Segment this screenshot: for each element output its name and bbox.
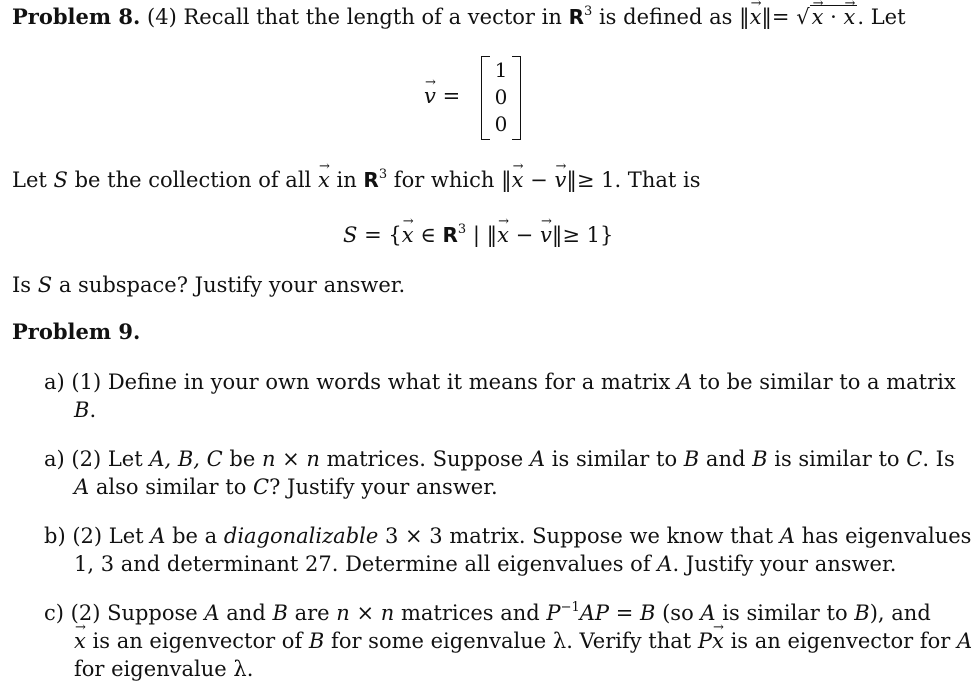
set-S: S	[53, 168, 68, 192]
let-word: Let	[12, 168, 47, 192]
vector-x: → x	[812, 6, 824, 28]
item-label: a)	[44, 370, 65, 394]
diagonalizable-term: diagonalizable	[223, 524, 379, 548]
for-which-text: for which	[393, 168, 495, 192]
problem-8-statement-line	[12, 3, 906, 31]
question-rest: a subspace? Justify your answer.	[58, 273, 406, 297]
vector-v-label	[424, 82, 460, 110]
real-space-symbol: R	[363, 168, 379, 192]
set-S: S	[343, 223, 358, 247]
vector-x: → x	[74, 627, 86, 655]
matrix-P: P	[546, 601, 561, 625]
question-is: Is	[12, 273, 32, 297]
problem-9-item-c-line2	[74, 627, 972, 655]
problem-9-item-a1-line1	[44, 368, 956, 396]
set-S-display	[343, 221, 613, 249]
matrix-entry: 0	[494, 112, 508, 136]
exponent: 3	[583, 4, 593, 19]
item-text: (so	[662, 601, 694, 625]
matrices-ABC: A, B, C	[149, 447, 223, 471]
item-text: . Is	[922, 447, 955, 471]
problem-9-item-b-line2	[74, 550, 896, 578]
collection-text: be the collection of all	[74, 168, 312, 192]
matrix-A: A	[657, 552, 673, 576]
item-text: is similar to	[774, 447, 900, 471]
item-text: for eigenvalue λ.	[74, 657, 254, 681]
problem-9-item-b-line1	[44, 522, 971, 550]
real-space-symbol: R	[568, 5, 584, 29]
problem-9-item-a1-line2	[74, 396, 96, 424]
minus-sign: −	[515, 223, 534, 247]
item-text: be a	[172, 524, 218, 548]
norm-left: ‖	[501, 168, 512, 192]
matrix-B: B	[683, 447, 700, 471]
exponent: 3	[378, 167, 388, 182]
item-text: matrices. Suppose	[326, 447, 524, 471]
item-text: to be similar to a matrix	[698, 370, 956, 394]
vector-v: → v	[540, 221, 552, 249]
set-S: S	[37, 273, 53, 297]
item-text: be	[229, 447, 256, 471]
element-of: ∈	[420, 223, 436, 247]
item-text: and	[705, 447, 746, 471]
matrix-A: A	[677, 370, 693, 394]
matrix-A: A	[204, 601, 220, 625]
item-text: is an eigenvector for	[730, 629, 951, 653]
item-label: b)	[44, 524, 66, 548]
norm-right-bar: ‖	[551, 223, 563, 247]
problem-9-heading: Problem 9.	[12, 319, 141, 344]
matrix-C: C	[906, 447, 923, 471]
vector-x: → x	[318, 166, 330, 194]
item-text: also similar to	[95, 475, 247, 499]
inverse-exponent: −1	[560, 600, 580, 615]
item-text: is similar to	[722, 601, 848, 625]
item-text: is an eigenvector of	[92, 629, 303, 653]
vector-x: → x	[497, 221, 509, 249]
norm-right-bar: ‖	[566, 168, 577, 192]
item-text: ? Justify your answer.	[269, 475, 498, 499]
equals-B: = B	[615, 601, 656, 625]
item-text: ), and	[869, 601, 931, 625]
vector-v-matrix	[481, 54, 521, 140]
set-definition-line	[12, 166, 700, 194]
vector-x: → x	[402, 221, 414, 249]
matrix-entry: 1	[494, 58, 508, 82]
item-label: a)	[44, 447, 65, 471]
matrix-AP: AP	[579, 601, 610, 625]
vector-v: → v	[424, 82, 436, 110]
problem-8-heading: Problem 8.	[12, 4, 141, 29]
problem-9-item-a2-line2	[74, 473, 498, 501]
matrix-A: A	[956, 629, 973, 653]
problem-9-item-c-line1	[44, 599, 931, 627]
vector-x: → x	[844, 6, 856, 28]
matrix-A: A	[150, 524, 166, 548]
item-text: is similar to	[551, 447, 678, 471]
dimension: 3 × 3	[384, 524, 443, 548]
norm-right: ‖=	[761, 5, 790, 29]
matrix-A: A	[700, 601, 716, 625]
matrix-B: B	[74, 398, 90, 422]
vector-x: → x	[512, 166, 524, 194]
problem-9-item-c-line3	[74, 655, 253, 683]
matrix-C: C	[253, 475, 270, 499]
norm-left: ‖	[486, 223, 498, 247]
matrix-A: A	[529, 447, 546, 471]
equals-sign: =	[442, 84, 461, 108]
item-text: 1, 3 and determinant 27. Determine all eigenvalues of	[74, 552, 651, 576]
matrix-B: B	[752, 447, 768, 471]
dot-operator: ·	[830, 5, 837, 29]
in-text: in	[336, 168, 357, 192]
item-text: matrix. Suppose we know that	[449, 524, 774, 548]
set-close: ≥ 1}	[562, 223, 614, 247]
matrix-B: B	[854, 601, 870, 625]
minus-sign: −	[530, 168, 548, 192]
matrix-A: A	[74, 475, 90, 499]
matrix-P: P	[697, 629, 713, 653]
sqrt-symbol: √	[796, 5, 810, 29]
item-text: (2) Let	[71, 447, 143, 471]
norm-left: ‖	[739, 5, 750, 29]
problem-9-item-a2-line1	[44, 445, 955, 473]
let-text: . Let	[857, 5, 906, 29]
defined-text: is defined as	[598, 5, 733, 29]
dimension: n × n	[261, 447, 320, 471]
item-text: . Justify your answer.	[672, 552, 897, 576]
item-text: (2) Let	[72, 524, 144, 548]
matrix-A: A	[779, 524, 795, 548]
item-text: for some eigenvalue λ. Verify that	[331, 629, 692, 653]
item-text: matrices and	[400, 601, 540, 625]
item-text: (1) Define in your own words what it means for a matrix	[71, 370, 671, 394]
matrix-B: B	[272, 601, 288, 625]
dimension: n × n	[336, 601, 395, 625]
item-label: c)	[44, 601, 64, 625]
such-that-bar: |	[472, 223, 480, 247]
set-open: = {	[364, 223, 402, 247]
matrix-entry: 0	[494, 85, 508, 109]
item-text: (2) Suppose	[70, 601, 198, 625]
vector-x: → x	[712, 627, 724, 655]
item-text: are	[294, 601, 330, 625]
problem-8-points: (4)	[147, 5, 177, 29]
intro-text: Recall that the length of a vector in	[183, 5, 562, 29]
item-text: .	[89, 398, 97, 422]
vector-v: → v	[554, 166, 566, 194]
item-text: and	[226, 601, 266, 625]
vector-x: → x	[750, 3, 762, 31]
exponent: 3	[457, 222, 467, 237]
item-text: has eigenvalues	[801, 524, 972, 548]
matrix-B: B	[308, 629, 325, 653]
real-space-symbol: R	[442, 223, 458, 247]
geq-text: ≥ 1. That is	[576, 168, 701, 192]
sqrt-body	[810, 5, 858, 28]
subspace-question	[12, 271, 405, 299]
